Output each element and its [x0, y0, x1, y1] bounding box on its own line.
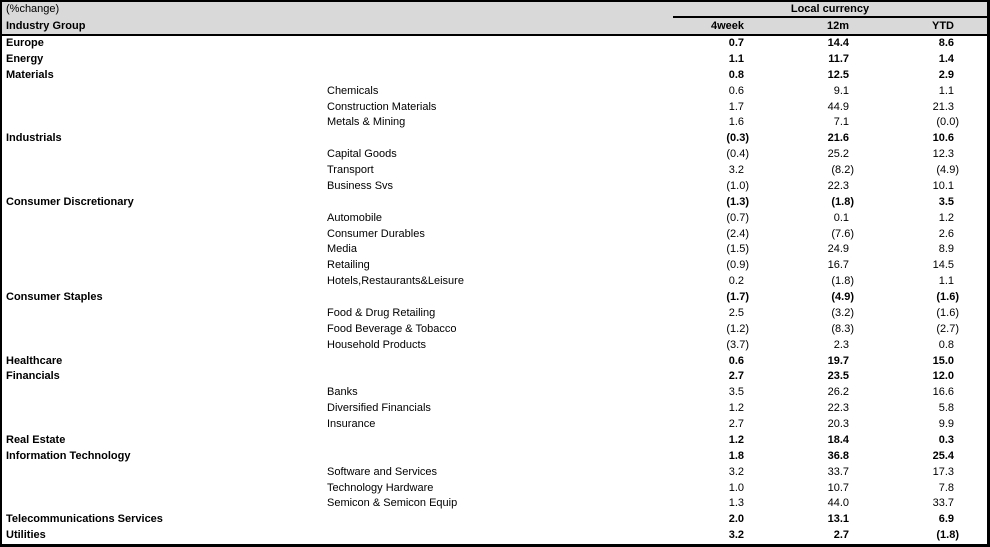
row-label: Capital Goods: [327, 148, 397, 161]
value-cell: 9.9: [938, 418, 954, 430]
value-cell: 44.0: [827, 497, 849, 510]
value-cell: 12.5: [827, 68, 849, 81]
table-row: [2, 131, 987, 147]
row-label: Automobile: [327, 211, 383, 224]
value-cell: 0.8: [938, 338, 954, 351]
value-cell: 6.9: [938, 513, 954, 526]
value-cell: (1.7): [726, 291, 749, 303]
value-cell: (4.9): [936, 164, 959, 176]
table-row: [2, 465, 987, 481]
table-row: [2, 322, 987, 338]
value-cell: (3.2): [831, 306, 854, 319]
table-row: [2, 242, 987, 258]
value-cell: (1.3): [726, 195, 749, 208]
table-row: [2, 84, 987, 100]
value-cell: 18.4: [827, 433, 849, 446]
value-cell: 1.1: [938, 275, 954, 288]
value-cell: 3.2: [728, 465, 744, 478]
row-label: Banks: [327, 386, 358, 399]
table-row: [2, 258, 987, 274]
row-label: Food & Drug Retailing: [327, 306, 436, 319]
table-row: [2, 528, 987, 544]
value-cell: 25.2: [827, 148, 849, 161]
value-cell: 1.2: [728, 402, 744, 415]
local-currency-group-header: Local currency: [673, 2, 987, 18]
row-label: Software and Services: [327, 465, 438, 478]
row-label: Media: [327, 243, 357, 256]
percent-change-label: (%change): [6, 3, 60, 15]
value-cell: 33.7: [827, 465, 849, 478]
value-cell: 1.4: [938, 52, 954, 65]
table-body: [2, 36, 987, 544]
row-label: Hotels,Restaurants&Leisure: [327, 275, 464, 288]
table-row: [2, 163, 987, 179]
value-cell: (3.7): [726, 338, 749, 351]
value-cell: 7.8: [938, 481, 954, 494]
value-cell: (2.7): [936, 322, 959, 335]
value-cell: 21.3: [932, 100, 954, 113]
value-cell: (0.4): [726, 148, 749, 161]
table-row: [2, 227, 987, 243]
row-label: Business Svs: [327, 179, 394, 192]
value-cell: 1.1: [938, 84, 954, 97]
value-cell: 2.9: [938, 68, 954, 81]
value-cell: 12.3: [932, 148, 954, 161]
table-row: [2, 417, 987, 433]
table-row: [2, 512, 987, 528]
table-row: [2, 354, 987, 370]
table-row: [2, 449, 987, 465]
value-cell: (8.3): [831, 322, 854, 335]
table-row: [2, 274, 987, 290]
value-cell: 15.0: [932, 354, 954, 367]
row-label: Insurance: [327, 418, 376, 430]
value-cell: 1.2: [728, 433, 744, 446]
row-label: Industrials: [6, 132, 62, 145]
value-cell: 14.5: [932, 259, 954, 272]
value-cell: (4.9): [831, 291, 854, 303]
value-cell: 2.7: [728, 370, 744, 383]
value-cell: 36.8: [827, 449, 849, 462]
row-label: Materials: [6, 68, 54, 81]
value-cell: 19.7: [827, 354, 849, 367]
table-row: [2, 338, 987, 354]
header-row-top: [2, 2, 987, 18]
value-cell: (0.7): [726, 211, 749, 224]
value-cell: 22.3: [827, 402, 849, 415]
value-cell: 14.4: [827, 37, 849, 49]
table-row: [2, 100, 987, 116]
value-cell: 2.6: [938, 227, 954, 240]
row-label: Information Technology: [6, 449, 131, 462]
value-cell: 5.8: [938, 402, 954, 415]
value-cell: 0.2: [728, 275, 744, 288]
row-label: Financials: [6, 370, 60, 383]
value-cell: 0.6: [728, 354, 744, 367]
value-cell: (0.9): [726, 259, 749, 272]
row-label: Telecommunications Services: [6, 513, 163, 526]
value-cell: 1.7: [728, 100, 744, 113]
value-cell: 1.0: [728, 481, 744, 494]
column-header-ytd: YTD: [932, 20, 954, 32]
row-label: Metals & Mining: [327, 116, 406, 129]
value-cell: 11.7: [828, 52, 849, 65]
value-cell: 17.3: [932, 465, 954, 478]
value-cell: 9.1: [833, 84, 849, 97]
industry-group-header: Industry Group: [6, 20, 86, 32]
value-cell: (0.0): [936, 116, 959, 129]
table-row: [2, 496, 987, 512]
value-cell: 0.6: [728, 84, 744, 97]
value-cell: 3.5: [728, 386, 744, 399]
row-label: Technology Hardware: [327, 481, 434, 494]
row-label: Healthcare: [6, 354, 63, 367]
value-cell: (1.6): [936, 306, 959, 319]
value-cell: (0.3): [726, 132, 749, 145]
row-label: Transport: [327, 164, 374, 176]
value-cell: 2.0: [728, 513, 744, 526]
value-cell: (8.2): [831, 164, 854, 176]
value-cell: (1.8): [831, 195, 854, 208]
value-cell: 8.9: [938, 243, 954, 256]
header-row-columns: [2, 18, 987, 34]
value-cell: 22.3: [827, 179, 849, 192]
row-label: Real Estate: [6, 433, 66, 446]
value-cell: 1.8: [728, 449, 744, 462]
value-cell: 1.2: [938, 211, 954, 224]
row-label: Energy: [6, 52, 44, 65]
value-cell: 3.2: [728, 529, 744, 542]
table-row: [2, 195, 987, 211]
table-row: [2, 179, 987, 195]
value-cell: 10.7: [827, 481, 849, 494]
value-cell: (1.5): [726, 243, 749, 256]
value-cell: 3.5: [938, 195, 954, 208]
value-cell: 0.3: [938, 433, 954, 446]
row-label: Consumer Durables: [327, 227, 425, 240]
row-label: Semicon & Semicon Equip: [327, 497, 458, 510]
row-label: Consumer Discretionary: [6, 195, 134, 208]
value-cell: (1.8): [936, 529, 959, 542]
value-cell: 12.0: [932, 370, 954, 383]
column-header-4week: 4week: [710, 20, 744, 32]
value-cell: 1.3: [728, 497, 744, 510]
table-row: [2, 147, 987, 163]
value-cell: (2.4): [726, 227, 749, 240]
row-label: Diversified Financials: [327, 402, 431, 415]
value-cell: 21.6: [827, 132, 849, 145]
row-label: Food Beverage & Tobacco: [327, 322, 457, 335]
table-row: [2, 211, 987, 227]
value-cell: 20.3: [827, 418, 849, 430]
column-header-12m: 12m: [826, 20, 849, 32]
table-row: [2, 290, 987, 306]
value-cell: 23.5: [827, 370, 849, 383]
value-cell: 2.5: [728, 306, 744, 319]
row-label: Retailing: [327, 259, 370, 272]
table-row: [2, 36, 987, 52]
value-cell: 10.6: [932, 132, 954, 145]
value-cell: 0.1: [833, 211, 849, 224]
value-cell: 33.7: [932, 497, 954, 510]
row-label: Chemicals: [327, 84, 379, 97]
table-row: [2, 115, 987, 131]
value-cell: 44.9: [827, 100, 849, 113]
value-cell: 25.4: [932, 449, 954, 462]
row-label: Construction Materials: [327, 100, 437, 113]
table-row: [2, 433, 987, 449]
value-cell: 2.7: [833, 529, 849, 542]
value-cell: 2.3: [833, 338, 849, 351]
table-row: [2, 52, 987, 68]
value-cell: 2.7: [728, 418, 744, 430]
table-row: [2, 369, 987, 385]
value-cell: (1.8): [831, 275, 854, 288]
table-row: [2, 481, 987, 497]
value-cell: (1.0): [726, 179, 749, 192]
value-cell: (7.6): [831, 227, 854, 240]
value-cell: 24.9: [827, 243, 849, 256]
row-label: Consumer Staples: [6, 291, 103, 303]
value-cell: 10.1: [932, 179, 954, 192]
value-cell: 16.6: [932, 386, 954, 399]
value-cell: 1.6: [728, 116, 744, 129]
value-cell: 13.1: [827, 513, 849, 526]
value-cell: (1.6): [936, 291, 959, 303]
value-cell: 16.7: [827, 259, 849, 272]
row-label: Household Products: [327, 338, 427, 351]
table-row: [2, 68, 987, 84]
value-cell: (1.2): [726, 322, 749, 335]
table-row: [2, 401, 987, 417]
value-cell: 1.1: [728, 52, 744, 65]
table-header: [2, 2, 987, 36]
table-row: [2, 385, 987, 401]
value-cell: 0.8: [728, 68, 744, 81]
value-cell: 8.6: [938, 37, 954, 49]
value-cell: 0.7: [728, 37, 744, 49]
row-label: Utilities: [6, 529, 46, 542]
row-label: Europe: [6, 37, 44, 49]
value-cell: 3.2: [728, 164, 744, 176]
value-cell: 7.1: [833, 116, 849, 129]
table-row: [2, 306, 987, 322]
value-cell: 26.2: [827, 386, 849, 399]
